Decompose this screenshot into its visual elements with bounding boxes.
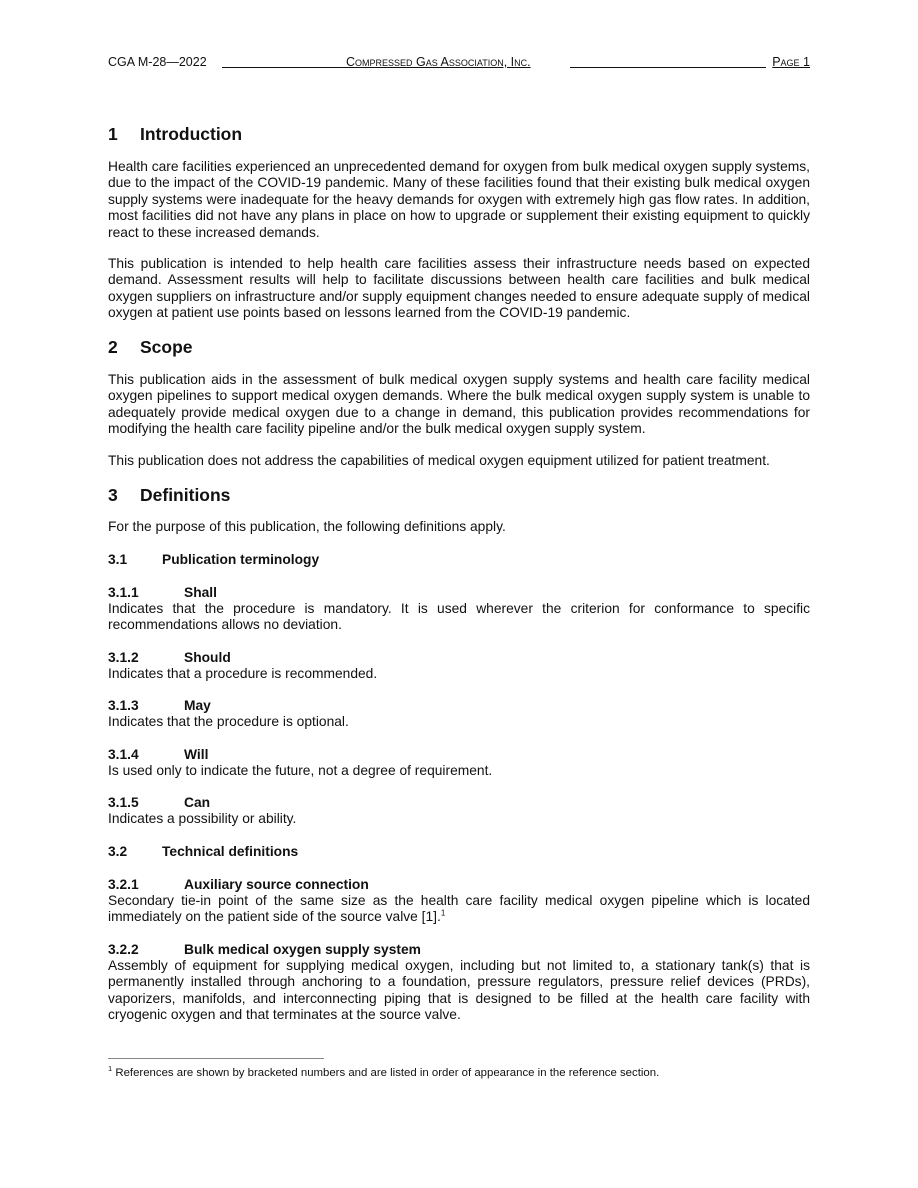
subsection-heading: 3.2 Technical definitions bbox=[108, 844, 299, 859]
definition-text: Indicates that a procedure is recommended. bbox=[108, 666, 378, 681]
definition-item bbox=[108, 794, 810, 827]
section-heading-definitions: 3 Definitions bbox=[108, 485, 231, 505]
footnote-divider bbox=[108, 1058, 324, 1059]
definition-item bbox=[108, 876, 810, 926]
definition-term: 3.1.1 Shall bbox=[108, 585, 217, 600]
footnote-reference[interactable]: 1 bbox=[440, 908, 446, 918]
footnote bbox=[108, 1066, 659, 1080]
definition-term: 3.1.3 May bbox=[108, 698, 211, 713]
definition-text: Is used only to indicate the future, not a degree of requirement. bbox=[108, 763, 493, 778]
page-number: Page 1 bbox=[772, 55, 810, 69]
header-rule-left bbox=[222, 67, 346, 68]
definition-item bbox=[108, 584, 810, 634]
definition-text: Indicates that the procedure is optional. bbox=[108, 714, 349, 729]
section-heading-introduction: 1 Introduction bbox=[108, 124, 243, 144]
definition-text: Indicates a possibility or ability. bbox=[108, 811, 297, 826]
footnote-text: References are shown by bracketed numbers and are listed in order of appearance in the reference section. bbox=[115, 1067, 660, 1079]
definition-item bbox=[108, 941, 810, 1024]
definition-term: 3.1.2 Should bbox=[108, 650, 231, 665]
definition-term: 3.1.4 Will bbox=[108, 747, 209, 762]
publisher-name: Compressed Gas Association, Inc. bbox=[346, 55, 531, 69]
document-id: CGA M-28—2022 bbox=[108, 55, 207, 69]
paragraph: This publication aids in the assessment of bulk medical oxygen supply systems and health care facility medical oxygen pipelines to support medical oxygen demands. Where the bulk medical oxygen supply system is unable to adequately provide medical oxygen due to a change in demand, this publication provides recommendations for modifying the health care facility pipeline and/or the bulk medical oxygen supply system. bbox=[108, 372, 810, 437]
paragraph: This publication is intended to help health care facilities assess their infrastructure needs based on expected demand. Assessment results will help to facilitate discussions between health care facilities and bulk medical oxygen suppliers on infrastructure and/or supply equipment changes needed to ensure adequate supply of medical oxygen at patient use points based on lessons learned from the COVID-19 pandemic. bbox=[108, 256, 810, 321]
paragraph: Health care facilities experienced an unprecedented demand for oxygen from bulk medical oxygen supply systems, due to the impact of the COVID-19 pandemic. Many of these facilities found that their existing bulk medical oxygen supply systems were inadequate for the heavy demands for oxygen with extremely high gas flow rates. In addition, most facilities did not have any plans in place on how to upgrade or supplement their existing equipment to quickly react to these increased demands. bbox=[108, 159, 810, 240]
definition-text: Assembly of equipment for supplying medical oxygen, including but not limited to, a stationary tank(s) that is permanently installed through anchoring to a foundation, pressure regulators, pressure relief devices (PRDs), vaporizers, manifolds, and interconnecting piping that is designed to be filled at the health care facility with cryogenic oxygen and that terminates at the source valve. bbox=[108, 958, 810, 1023]
definition-term: 3.1.5 Can bbox=[108, 795, 211, 810]
definition-term: 3.2.1 Auxiliary source connection bbox=[108, 877, 369, 892]
section-heading-scope: 2 Scope bbox=[108, 337, 193, 357]
definition-text: Indicates that the procedure is mandatory. It is used wherever the criterion for conformance to specific recommendations allows no deviation. bbox=[108, 601, 810, 633]
subsection-heading: 3.1 Publication terminology bbox=[108, 552, 320, 567]
paragraph: This publication does not address the capabilities of medical oxygen equipment utilized for patient treatment. bbox=[108, 453, 770, 468]
header-rule-right bbox=[570, 67, 766, 68]
definition-term: 3.2.2 Bulk medical oxygen supply system bbox=[108, 942, 421, 957]
page-header bbox=[108, 52, 810, 72]
definition-text: Secondary tie-in point of the same size as the health care facility medical oxygen pipeline which is located immediately on the patient side of the source valve [1].$^1$ bbox=[108, 893, 810, 925]
paragraph: For the purpose of this publication, the following definitions apply. bbox=[108, 519, 506, 534]
footnote-mark: 1 bbox=[108, 1064, 113, 1074]
definition-item bbox=[108, 746, 810, 779]
definition-item bbox=[108, 649, 810, 682]
definition-item bbox=[108, 697, 810, 730]
